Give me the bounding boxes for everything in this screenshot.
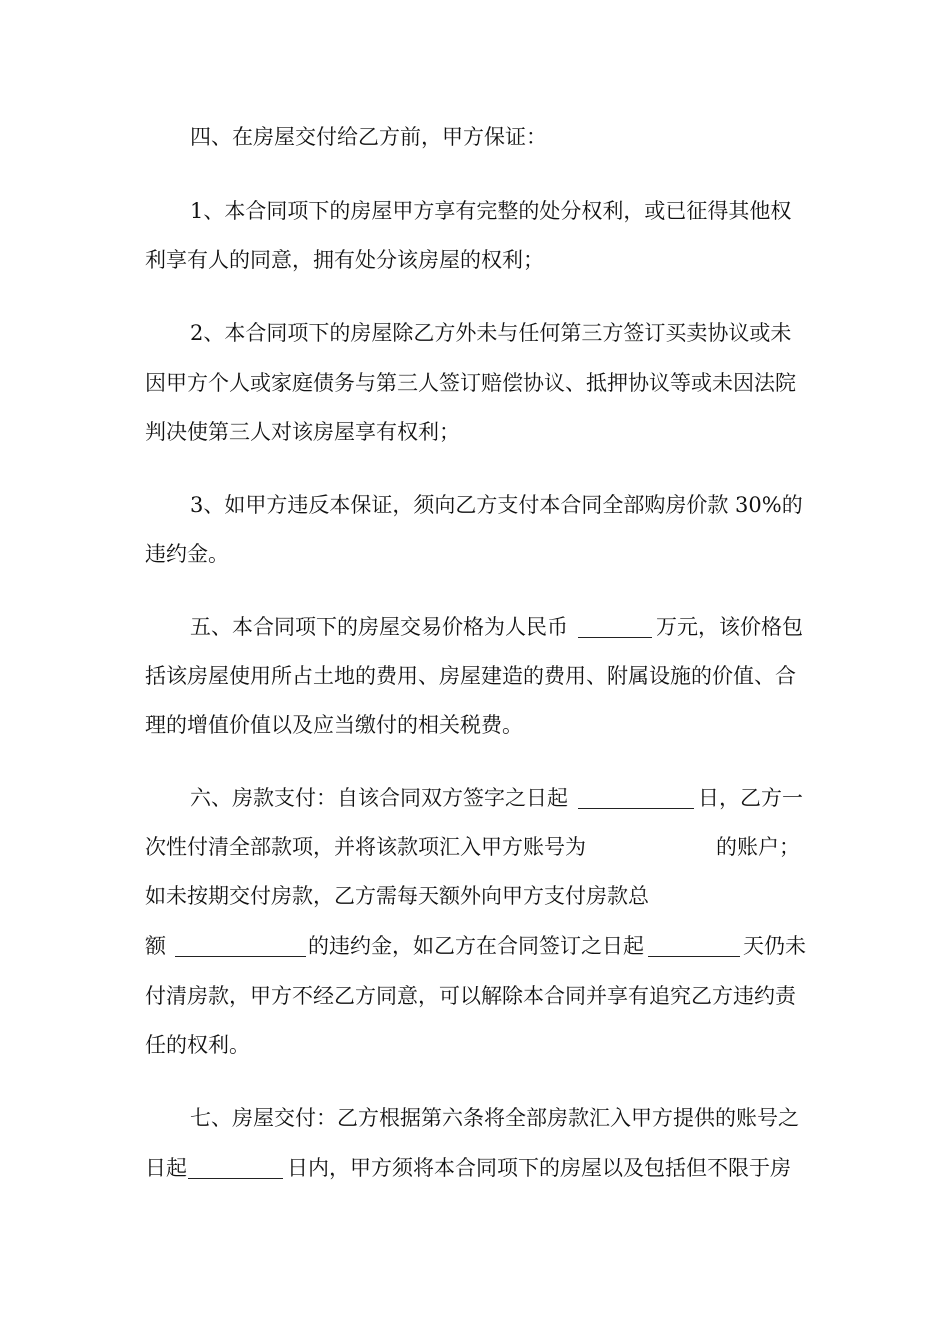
section-5-text-1a: 五、本合同项下的房屋交易价格为人民币 [190, 615, 568, 639]
section-6-text-4c: 天仍未 [743, 934, 806, 958]
section-6-text-5: 付清房款，甲方不经乙方同意，可以解除本合同并享有追究乙方违约责 [145, 984, 796, 1008]
clause-2-text-1: 2、本合同项下的房屋除乙方外未与任何第三方签订买卖协议或未 [190, 321, 792, 345]
section-6-text-4a: 额 [145, 934, 166, 958]
clause-3-text-2: 违约金。 [145, 542, 229, 566]
clause-2-line-1 [0, 318, 950, 348]
section-6-text-6: 任的权利。 [145, 1033, 250, 1057]
clause-2-text-2: 因甲方个人或家庭债务与第三人签订赔偿协议、抵押协议等或未因法院 [145, 371, 796, 395]
section-7-text-1: 七、房屋交付：乙方根据第六条将全部房款汇入甲方提供的账号之 [190, 1106, 799, 1130]
section-6-text-1b: 日，乙方一 [698, 786, 803, 810]
section-6-line-1 [0, 783, 950, 813]
section-7-line-2 [0, 1153, 950, 1183]
section-6-text-2b: 的账户； [716, 835, 800, 859]
clause-2-line-2 [0, 368, 950, 398]
section-6-line-5 [0, 981, 950, 1011]
section-5-line-3 [0, 710, 950, 740]
section-6-text-4b: 的违约金，如乙方在合同签订之日起 [308, 934, 644, 958]
section-6-line-2 [0, 832, 950, 862]
clause-3-line-1 [0, 490, 950, 520]
clause-1-line-1 [0, 196, 950, 226]
section-5-line-1 [0, 612, 950, 642]
section-5-line-2 [0, 661, 950, 691]
payment-days-blank-field[interactable] [578, 787, 694, 809]
overdue-days-blank-field[interactable] [648, 935, 740, 957]
clause-3-text-1: 3、如甲方违反本保证，须向乙方支付本合同全部购房价款 30%的 [190, 493, 803, 517]
section-6-line-3 [0, 881, 950, 911]
clause-1-text-1: 1、本合同项下的房屋甲方享有完整的处分权利，或已征得其他权 [190, 199, 792, 223]
section-6-text-3: 如未按期交付房款，乙方需每天额外向甲方支付房款总 [145, 884, 649, 908]
section-7-line-1 [0, 1103, 950, 1133]
delivery-days-blank-field[interactable] [188, 1157, 283, 1179]
clause-2-text-3: 判决使第三人对该房屋享有权利； [145, 420, 460, 444]
section-6-line-4 [0, 931, 950, 961]
section-5-text-3: 理的增值价值以及应当缴付的相关税费。 [145, 713, 523, 737]
clause-2-line-3 [0, 417, 950, 447]
section-5-text-2: 括该房屋使用所占土地的费用、房屋建造的费用、附属设施的价值、合 [145, 664, 796, 688]
section-4-heading [0, 122, 950, 152]
section-7-text-2a: 日起 [145, 1156, 187, 1180]
section-7-text-2b: 日内，甲方须将本合同项下的房屋以及包括但不限于房 [287, 1156, 791, 1180]
section-5-text-1b: 万元，该价格包 [656, 615, 803, 639]
price-blank-field[interactable] [578, 616, 652, 638]
clause-3-line-2 [0, 539, 950, 569]
clause-1-text-2: 利享有人的同意，拥有处分该房屋的权利； [145, 248, 544, 272]
section-6-text-1a: 六、房款支付：自该合同双方签字之日起 [190, 786, 568, 810]
clause-1-line-2 [0, 245, 950, 275]
section-6-text-2a: 次性付清全部款项，并将该款项汇入甲方账号为 [145, 835, 586, 859]
section-4-text: 四、在房屋交付给乙方前，甲方保证： [190, 125, 547, 149]
penalty-blank-field[interactable] [175, 935, 306, 957]
section-6-line-6 [0, 1030, 950, 1060]
